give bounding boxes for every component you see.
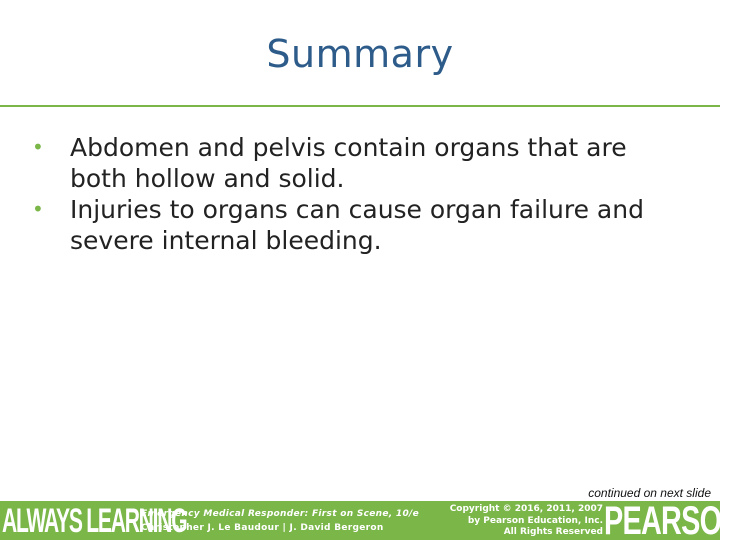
copyright-line: All Rights Reserved (503, 527, 603, 537)
bullet-icon: • (32, 135, 44, 159)
always-learning-logo: ALWAYS LEARNING (2, 502, 187, 540)
bullet-text: Abdomen and pelvis contain organs that are both hollow and solid. (70, 133, 627, 193)
book-authors: Christopher J. Le Baudour | J. David Bergeron (141, 523, 384, 533)
copyright-line: Copyright © 2016, 2011, 2007 (449, 504, 603, 514)
copyright-notice (435, 504, 603, 539)
bullet-icon: • (32, 197, 44, 221)
bullet-text: Injuries to organs can cause organ failure and severe internal bleeding. (70, 195, 644, 255)
footer-bar (0, 499, 741, 543)
title-divider (0, 105, 720, 107)
book-credit (141, 507, 431, 535)
slide-title: Summary (266, 32, 454, 76)
copyright-line: by Pearson Education, Inc. (467, 515, 603, 526)
continued-note: continued on next slide (588, 486, 711, 500)
bullet-list (30, 132, 670, 256)
book-title: Emergency Medical Responder: First on Scene, 10/e (141, 509, 420, 519)
bullet-item (30, 194, 670, 256)
bullet-item (30, 132, 670, 194)
pearson-logo: PEARSON (604, 499, 741, 543)
